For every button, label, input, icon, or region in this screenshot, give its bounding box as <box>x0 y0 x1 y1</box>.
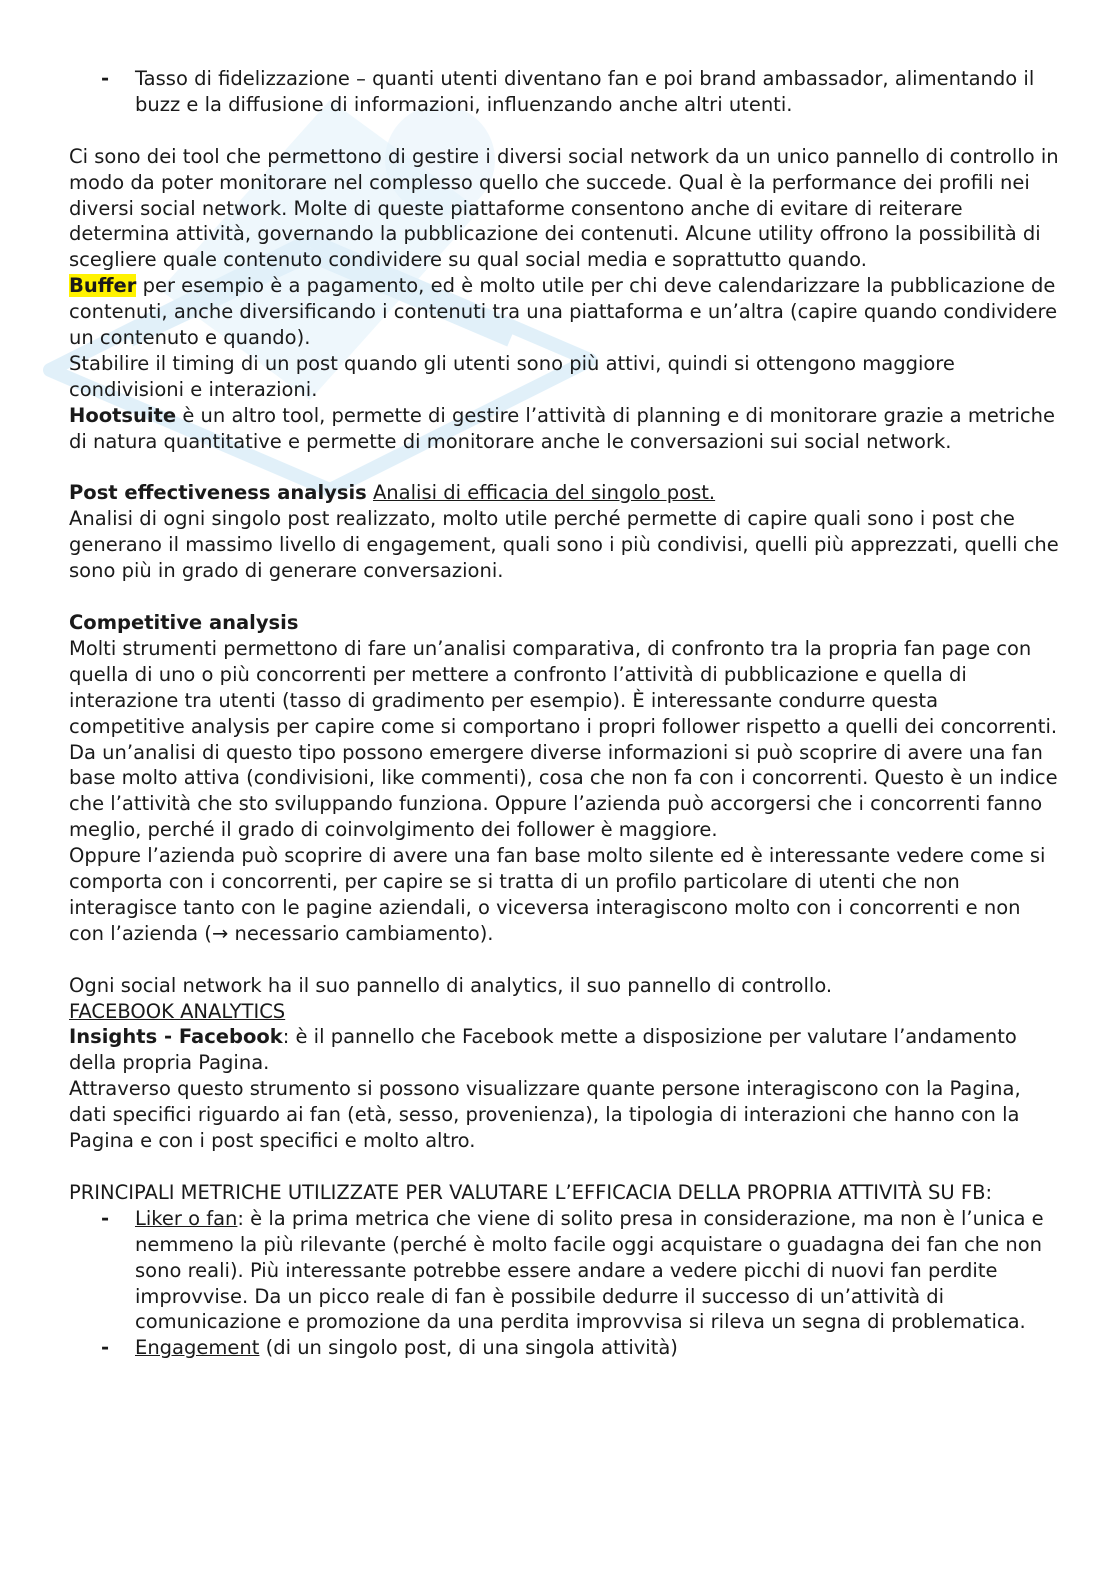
hootsuite-term: Hootsuite <box>69 403 177 427</box>
hootsuite-paragraph <box>69 403 1059 455</box>
competitive-paragraph-2: Oppure l’azienda può scoprire di avere una fan base molto silente ed è interessante vedere come si comporta con i concorrenti, per capire se si tratta di un profilo particolare di utenti che non interagisce tanto con le pagine aziendali, o viceversa interagiscono molto con i concorrenti e non con l’azienda (→ necessario cambiamento). <box>69 844 1046 945</box>
competitive-title: Competitive analysis <box>69 610 299 634</box>
list-item <box>69 66 1059 118</box>
metric-text: (di un singolo post, di una singola attività) <box>259 1336 678 1360</box>
metric-term: Engagement <box>135 1336 260 1360</box>
list-item <box>69 1335 1059 1361</box>
post-effectiveness-text: Analisi di ogni singolo post realizzato, molto utile perché permette di capire quali sono i post che generano il massimo livello di engagement, quali sono i più condivisi, quelli più apprezzati, quelli che sono più in grado di generare conversazioni. <box>69 507 1059 583</box>
insights-term: Insights - Facebook <box>69 1025 283 1049</box>
insights-paragraph <box>69 1024 1059 1076</box>
facebook-tool-text: Attraverso questo strumento si possono visualizzare quante persone interagiscono con la Pagina, dati specifici riguardo ai fan (età, sesso, provenienza), la tipologia di interazioni che hanno con la Pagina e con i post specifici e molto altro. <box>69 1077 1021 1153</box>
metric-term: Liker o fan <box>135 1206 238 1230</box>
tools-paragraph: Ci sono dei tool che permettono di gestire i diversi social network da un unico pannello di controllo in modo da poter monitorare nel complesso quello che succede. Qual è la performance dei profili nei diversi social network. Molte di queste piattaforme consentono anche di evitare di reiterare determina attività, governando la pubblicazione dei contenuti. Alcune utility offrono la possibilità di scegliere quale contenuto condividere su qual social media e soprattutto quando. <box>69 144 1059 272</box>
intro-bullet-list <box>69 66 1059 118</box>
buffer-paragraph <box>69 273 1059 351</box>
facebook-section-label: FACEBOOK ANALYTICS <box>69 999 286 1023</box>
bullet-text: Tasso di fidelizzazione – quanti utenti diventano fan e poi brand ambassador, alimentando il buzz e la diffusione di informazioni, influenzando anche altri utenti. <box>135 67 1035 116</box>
post-effectiveness-subtitle: Analisi di efficacia del singolo post. <box>372 481 716 505</box>
facebook-intro: Ogni social network ha il suo pannello di analytics, il suo pannello di controllo. <box>69 973 833 997</box>
metrics-list <box>69 1206 1059 1361</box>
post-effectiveness-title: Post effectiveness analysis <box>69 481 367 505</box>
insights-text: : è il pannello che Facebook mette a disposizione per valutare l’andamento della propria Pagina. <box>69 1025 1017 1075</box>
post-effectiveness-heading <box>69 480 1059 506</box>
hootsuite-text: è un altro tool, permette di gestire l’attività di planning e di monitorare grazie a metriche di natura quantitative e permette di monitorare anche le conversazioni sui social network. <box>69 403 1055 453</box>
timing-paragraph: Stabilire il timing di un post quando gli utenti sono più attivi, quindi si ottengono maggiore condivisioni e interazioni. <box>69 351 955 401</box>
document-body <box>69 66 1059 1361</box>
buffer-text: per esempio è a pagamento, ed è molto utile per chi deve calendarizzare la pubblicazione de contenuti, anche diversificando i contenuti tra una piattaforma e un’altra (capire quando condividere un contenuto e quando). <box>69 274 1058 350</box>
metric-text: : è la prima metrica che viene di solito presa in considerazione, ma non è l’unica e nemmeno la più rilevante (perché è molto facile oggi acquistare o guadagna dei fan che non sono reali). Più interessante potrebbe essere andare a vedere picchi di nuovi fan perdite improvvise. Da un picco reale di fan è possibile dedurre il successo di un’attività di comunicazione e promozione da una perdita improvvisa si rileva un segna di problematica. <box>135 1206 1044 1334</box>
metrics-heading: PRINCIPALI METRICHE UTILIZZATE PER VALUTARE L’EFFICACIA DELLA PROPRIA ATTIVITÀ SU FB: <box>69 1180 993 1204</box>
competitive-paragraph-1: Molti strumenti permettono di fare un’analisi comparativa, di confronto tra la propria fan page con quella di uno o più concorrenti per mettere a confronto l’attività di pubblicazione e quella di interazione tra utenti (tasso di gradimento per esempio). È interessante condurre questa competitive analysis per capire come si comportano i propri follower rispetto a quelli dei concorrenti. Da un’analisi di questo tipo possono emergere diverse informazioni si può scoprire di avere una fan base molto attiva (condivisioni, like commenti), cosa che non fa con i concorrenti. Questo è un indice che l’attività che sto sviluppando funziona. Oppure l’azienda può accorgersi che i concorrenti fanno meglio, perché il grado di coinvolgimento dei follower è maggiore. <box>69 636 1058 842</box>
buffer-term: Buffer <box>69 274 137 298</box>
list-item <box>69 1206 1059 1336</box>
